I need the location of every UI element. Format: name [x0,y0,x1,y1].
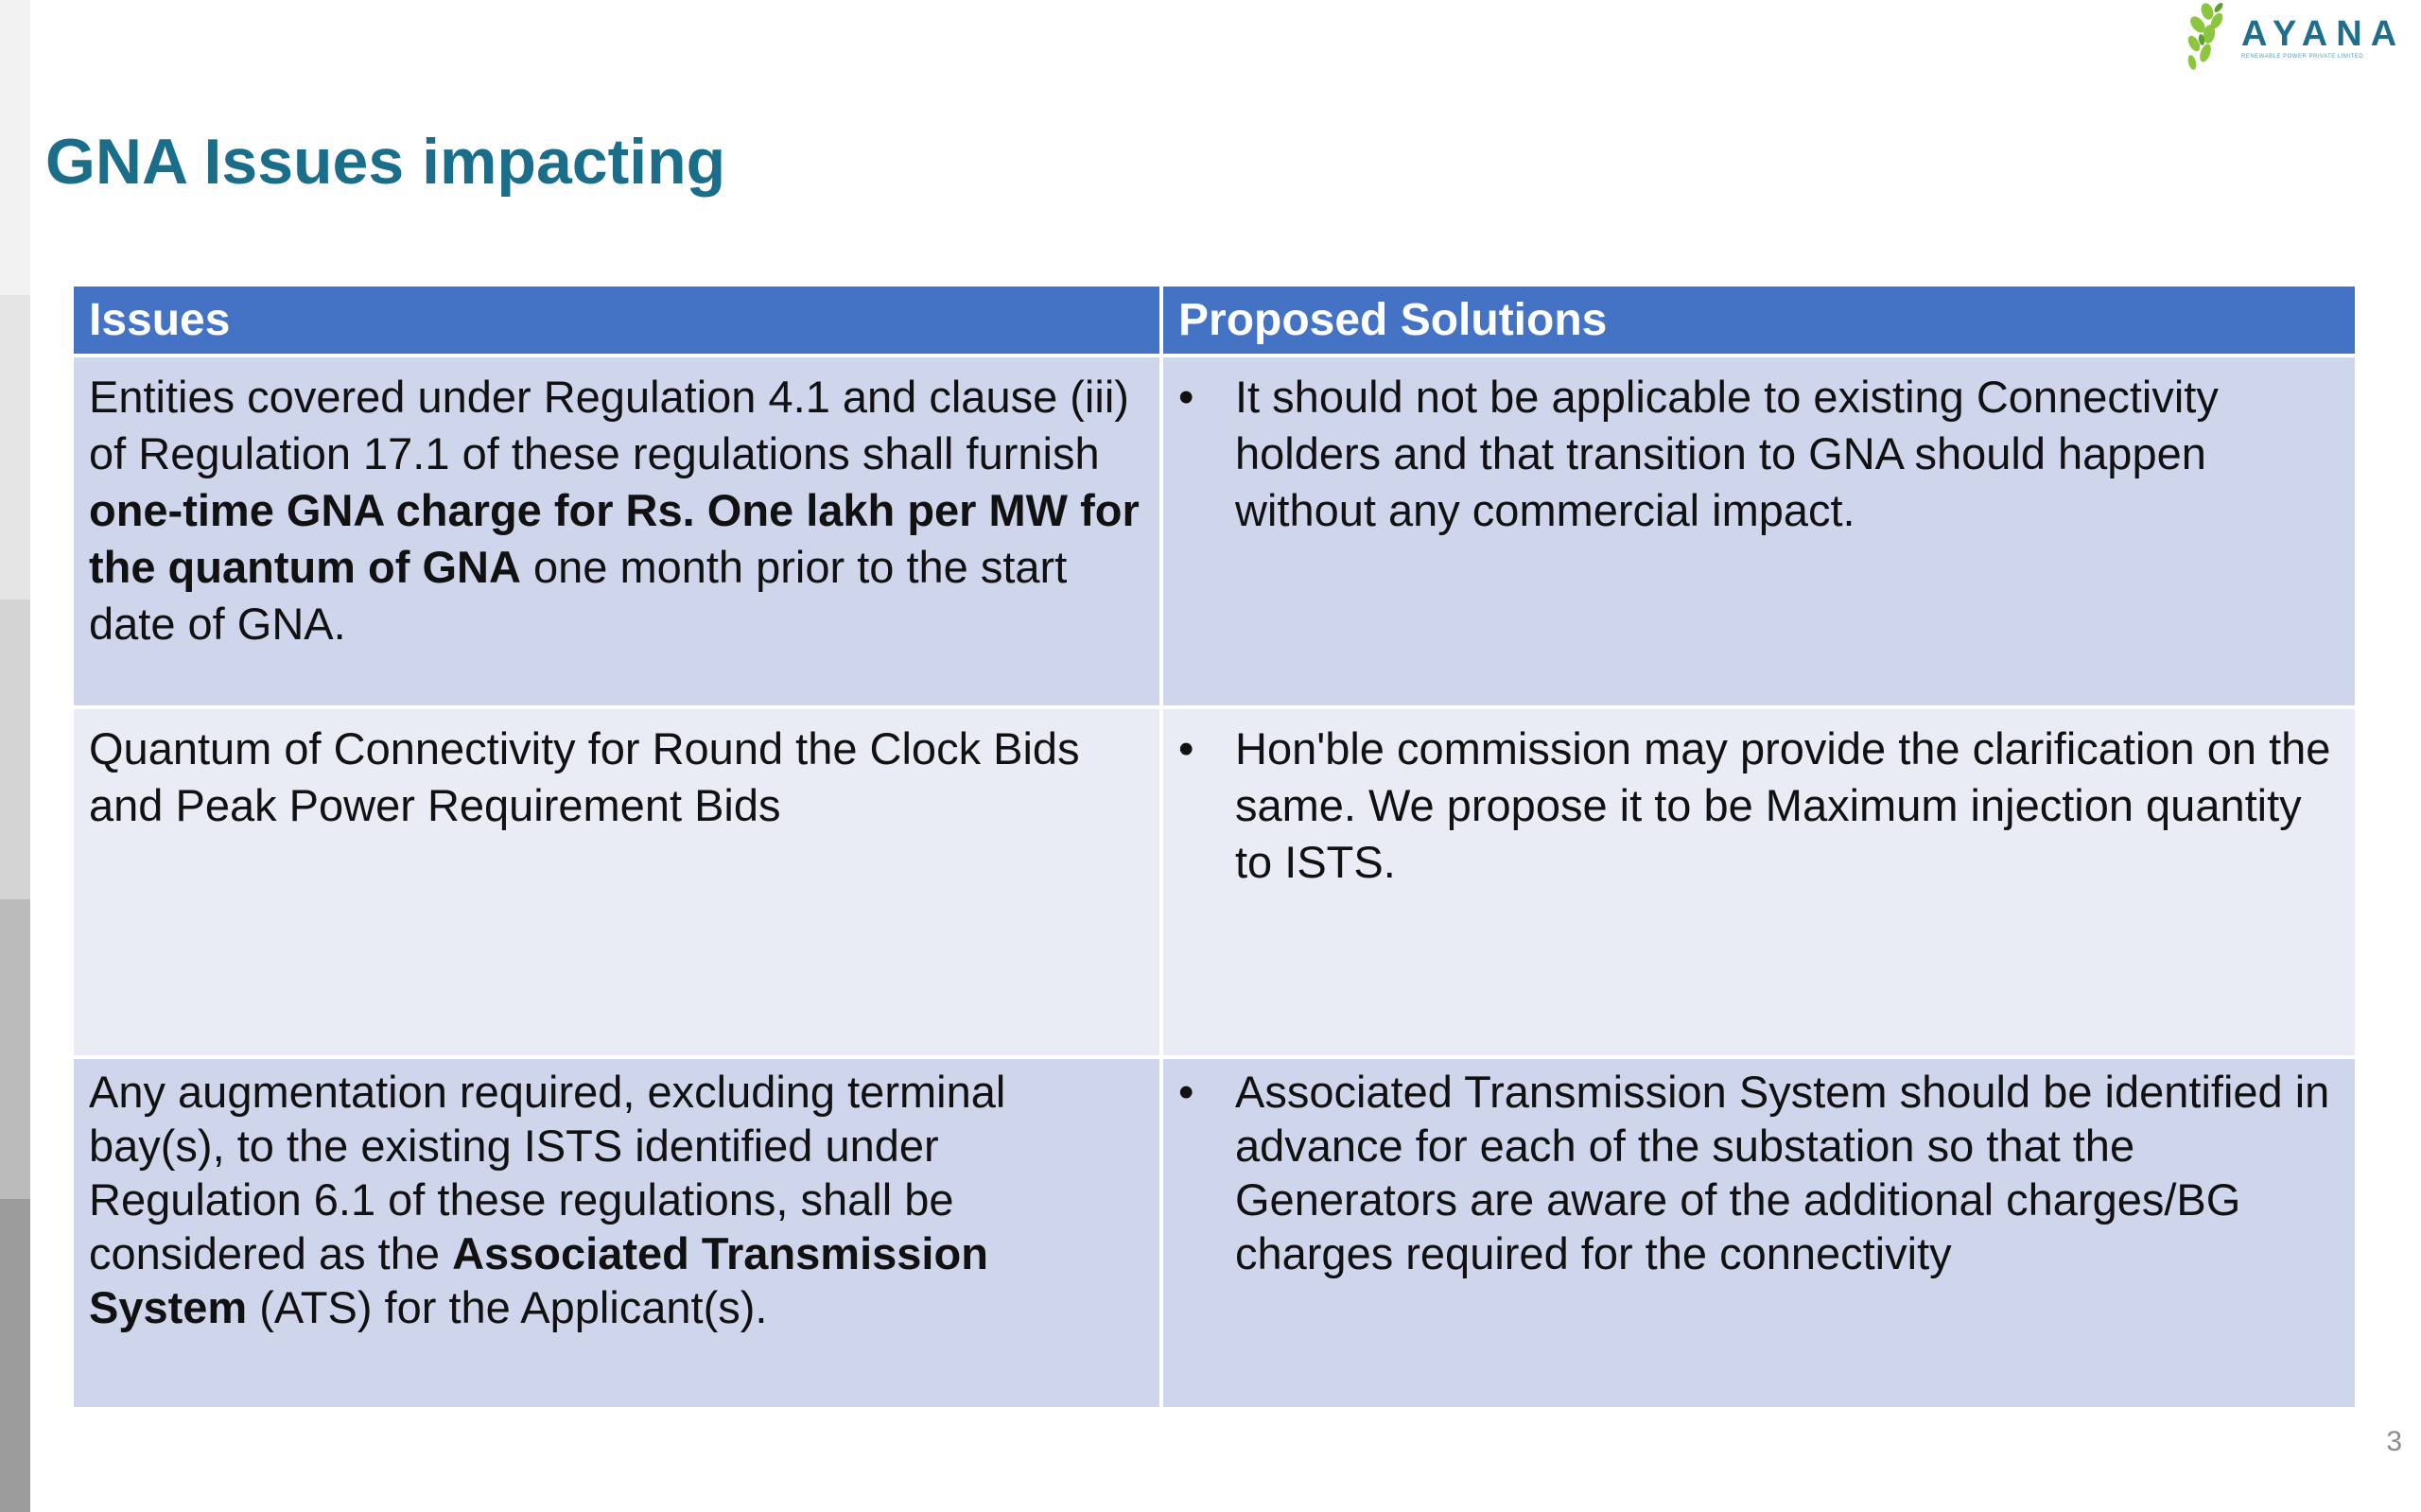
solution-list [1178,721,2340,891]
solution-text: Hon'ble commission may provide the clarification on the same. We propose it to be Maximum injection quantity to ISTS. [1235,723,2331,887]
solution-cell [1161,707,2355,1057]
issue-cell [74,707,1161,1057]
logo-subtitle: RENEWABLE POWER PRIVATE LIMITED [2241,54,2364,60]
solution-text: It should not be applicable to existing Connectivity holders and that transition to GNA should happen without any commercial impact. [1235,372,2219,535]
issue-cell [74,356,1161,707]
bullet-icon: • [1178,1067,1194,1117]
issue-text: Quantum of Connectivity for Round the Clock Bids and Peak Power Requirement Bids [89,723,1080,830]
left-decorative-strip [0,0,30,1512]
issues-solutions-table [74,287,2355,1411]
strip-segment [0,0,30,295]
issue-bold-text: one-time GNA charge for Rs. One lakh per MW for the quantum of GNA [89,485,1140,592]
issue-text: one month prior to the start date of GNA. [89,542,1068,649]
solution-cell [1161,1057,2355,1409]
issue-text: Entities covered under Regulation 4.1 and clause (iii) of Regulation 17.1 of these regulations shall furnish [89,372,1129,478]
solution-cell [1161,356,2355,707]
list-item [1178,721,2340,891]
page-number: 3 [2386,1426,2402,1457]
table-header-row [74,287,2355,356]
issue-text: Any augmentation required, excluding terminal bay(s), to the existing ISTS identified under Regulation 6.1 of these regulations, shall be considered as the [89,1067,1006,1278]
table-row [74,707,2355,1057]
company-logo [2179,0,2421,76]
header-issues: Issues [74,287,1161,356]
table-row [74,356,2355,707]
issue-bold-text: Associated Transmission System [89,1228,988,1332]
solution-list [1178,369,2340,539]
strip-segment [0,1199,30,1512]
page-title: GNA Issues impacting [45,126,726,198]
strip-segment [0,899,30,1199]
bullet-icon: • [1178,723,1194,773]
logo-wordmark: AYANA [2241,14,2406,54]
strip-segment [0,295,30,600]
leaf-cluster-icon [2179,0,2234,76]
solution-text: Associated Transmission System should be identified in advance for each of the substation so that the Generators are aware of the additional charges/BG charges required for the connectivity [1235,1067,2330,1278]
header-proposed-solutions: Proposed Solutions [1161,287,2355,356]
strip-segment [0,600,30,899]
list-item [1178,369,2340,539]
issue-text: (ATS) for the Applicant(s). [247,1282,768,1332]
bullet-icon: • [1178,372,1194,422]
table-row [74,1057,2355,1409]
solution-list [1178,1065,2340,1280]
issue-cell [74,1057,1161,1409]
list-item [1178,1065,2340,1280]
